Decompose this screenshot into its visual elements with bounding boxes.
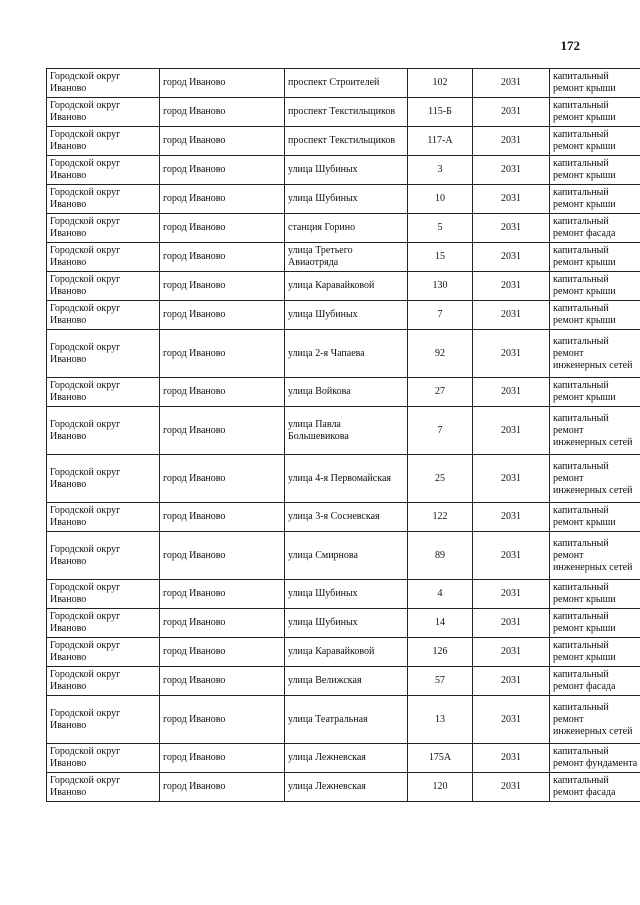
work-type-cell: капитальный ремонт крыши <box>550 243 640 272</box>
street-cell: улица 4-я Первомайская <box>285 455 408 503</box>
year-cell: 2031 <box>473 378 550 407</box>
house-number-cell: 115-Б <box>408 98 473 127</box>
street-cell: улица Театральная <box>285 696 408 744</box>
house-number-cell: 25 <box>408 455 473 503</box>
year-cell: 2031 <box>473 69 550 98</box>
street-cell: улица Шубиных <box>285 301 408 330</box>
city-cell: город Иваново <box>160 243 285 272</box>
table-row <box>47 378 640 407</box>
work-type-cell: капитальный ремонт крыши <box>550 185 640 214</box>
district-cell: Городской округ Иваново <box>47 127 160 156</box>
work-type-cell: капитальный ремонт фасада <box>550 214 640 243</box>
city-cell: город Иваново <box>160 330 285 378</box>
district-cell: Городской округ Иваново <box>47 638 160 667</box>
table-row <box>47 243 640 272</box>
house-number-cell: 15 <box>408 243 473 272</box>
year-cell: 2031 <box>473 580 550 609</box>
house-number-cell: 27 <box>408 378 473 407</box>
city-cell: город Иваново <box>160 609 285 638</box>
district-cell: Городской округ Иваново <box>47 301 160 330</box>
district-cell: Городской округ Иваново <box>47 503 160 532</box>
street-cell: улица 2-я Чапаева <box>285 330 408 378</box>
work-type-cell: капитальный ремонт крыши <box>550 69 640 98</box>
table-row <box>47 69 640 98</box>
district-cell: Городской округ Иваново <box>47 609 160 638</box>
table-row <box>47 455 640 503</box>
work-type-cell: капитальный ремонт инженерных сетей <box>550 330 640 378</box>
table-row <box>47 773 640 802</box>
table-row <box>47 185 640 214</box>
table-row <box>47 330 640 378</box>
year-cell: 2031 <box>473 243 550 272</box>
street-cell: улица Шубиных <box>285 609 408 638</box>
work-type-cell: капитальный ремонт инженерных сетей <box>550 532 640 580</box>
work-type-cell: капитальный ремонт крыши <box>550 156 640 185</box>
district-cell: Городской округ Иваново <box>47 330 160 378</box>
city-cell: город Иваново <box>160 301 285 330</box>
district-cell: Городской округ Иваново <box>47 272 160 301</box>
table-row <box>47 98 640 127</box>
district-cell: Городской округ Иваново <box>47 98 160 127</box>
year-cell: 2031 <box>473 744 550 773</box>
work-type-cell: капитальный ремонт инженерных сетей <box>550 455 640 503</box>
work-type-cell: капитальный ремонт крыши <box>550 301 640 330</box>
house-number-cell: 92 <box>408 330 473 378</box>
street-cell: улица Третьего Авиаотряда <box>285 243 408 272</box>
house-number-cell: 130 <box>408 272 473 301</box>
work-type-cell: капитальный ремонт инженерных сетей <box>550 407 640 455</box>
city-cell: город Иваново <box>160 638 285 667</box>
table-row <box>47 407 640 455</box>
city-cell: город Иваново <box>160 69 285 98</box>
district-cell: Городской округ Иваново <box>47 532 160 580</box>
house-number-cell: 117-А <box>408 127 473 156</box>
city-cell: город Иваново <box>160 407 285 455</box>
city-cell: город Иваново <box>160 744 285 773</box>
year-cell: 2031 <box>473 185 550 214</box>
city-cell: город Иваново <box>160 214 285 243</box>
street-cell: улица Шубиных <box>285 580 408 609</box>
repair-schedule-table <box>46 68 640 802</box>
house-number-cell: 102 <box>408 69 473 98</box>
district-cell: Городской округ Иваново <box>47 69 160 98</box>
house-number-cell: 13 <box>408 696 473 744</box>
work-type-cell: капитальный ремонт крыши <box>550 98 640 127</box>
house-number-cell: 7 <box>408 407 473 455</box>
city-cell: город Иваново <box>160 667 285 696</box>
house-number-cell: 10 <box>408 185 473 214</box>
year-cell: 2031 <box>473 301 550 330</box>
house-number-cell: 5 <box>408 214 473 243</box>
district-cell: Городской округ Иваново <box>47 744 160 773</box>
city-cell: город Иваново <box>160 532 285 580</box>
table-row <box>47 301 640 330</box>
house-number-cell: 122 <box>408 503 473 532</box>
city-cell: город Иваново <box>160 455 285 503</box>
city-cell: город Иваново <box>160 127 285 156</box>
street-cell: станция Горино <box>285 214 408 243</box>
year-cell: 2031 <box>473 455 550 503</box>
year-cell: 2031 <box>473 532 550 580</box>
work-type-cell: капитальный ремонт крыши <box>550 378 640 407</box>
district-cell: Городской округ Иваново <box>47 580 160 609</box>
table-row <box>47 532 640 580</box>
street-cell: улица Шубиных <box>285 156 408 185</box>
district-cell: Городской округ Иваново <box>47 667 160 696</box>
street-cell: улица Лежневская <box>285 773 408 802</box>
table-body <box>47 69 640 802</box>
year-cell: 2031 <box>473 407 550 455</box>
house-number-cell: 14 <box>408 609 473 638</box>
work-type-cell: капитальный ремонт инженерных сетей <box>550 696 640 744</box>
city-cell: город Иваново <box>160 98 285 127</box>
table-row <box>47 214 640 243</box>
district-cell: Городской округ Иваново <box>47 214 160 243</box>
house-number-cell: 7 <box>408 301 473 330</box>
street-cell: проспект Текстильщиков <box>285 127 408 156</box>
table-row <box>47 580 640 609</box>
street-cell: улица Каравайковой <box>285 272 408 301</box>
street-cell: улица Лежневская <box>285 744 408 773</box>
street-cell: улица Каравайковой <box>285 638 408 667</box>
year-cell: 2031 <box>473 330 550 378</box>
work-type-cell: капитальный ремонт крыши <box>550 127 640 156</box>
table-row <box>47 696 640 744</box>
district-cell: Городской округ Иваново <box>47 243 160 272</box>
district-cell: Городской округ Иваново <box>47 156 160 185</box>
house-number-cell: 57 <box>408 667 473 696</box>
city-cell: город Иваново <box>160 378 285 407</box>
city-cell: город Иваново <box>160 773 285 802</box>
city-cell: город Иваново <box>160 156 285 185</box>
year-cell: 2031 <box>473 638 550 667</box>
year-cell: 2031 <box>473 272 550 301</box>
city-cell: город Иваново <box>160 272 285 301</box>
page-number: 172 <box>560 38 580 53</box>
house-number-cell: 3 <box>408 156 473 185</box>
table-row <box>47 638 640 667</box>
table-row <box>47 156 640 185</box>
table-row <box>47 503 640 532</box>
district-cell: Городской округ Иваново <box>47 696 160 744</box>
street-cell: улица Велижская <box>285 667 408 696</box>
district-cell: Городской округ Иваново <box>47 185 160 214</box>
street-cell: улица Войкова <box>285 378 408 407</box>
table-row <box>47 609 640 638</box>
district-cell: Городской округ Иваново <box>47 378 160 407</box>
street-cell: проспект Текстильщиков <box>285 98 408 127</box>
city-cell: город Иваново <box>160 580 285 609</box>
street-cell: улица 3-я Сосневская <box>285 503 408 532</box>
table-row <box>47 272 640 301</box>
city-cell: город Иваново <box>160 503 285 532</box>
house-number-cell: 4 <box>408 580 473 609</box>
table-row <box>47 127 640 156</box>
district-cell: Городской округ Иваново <box>47 773 160 802</box>
house-number-cell: 126 <box>408 638 473 667</box>
street-cell: улица Смирнова <box>285 532 408 580</box>
year-cell: 2031 <box>473 667 550 696</box>
work-type-cell: капитальный ремонт крыши <box>550 272 640 301</box>
city-cell: город Иваново <box>160 185 285 214</box>
city-cell: город Иваново <box>160 696 285 744</box>
work-type-cell: капитальный ремонт фундамента <box>550 744 640 773</box>
year-cell: 2031 <box>473 156 550 185</box>
year-cell: 2031 <box>473 214 550 243</box>
year-cell: 2031 <box>473 609 550 638</box>
year-cell: 2031 <box>473 696 550 744</box>
work-type-cell: капитальный ремонт фасада <box>550 667 640 696</box>
work-type-cell: капитальный ремонт крыши <box>550 580 640 609</box>
work-type-cell: капитальный ремонт крыши <box>550 503 640 532</box>
house-number-cell: 175А <box>408 744 473 773</box>
year-cell: 2031 <box>473 127 550 156</box>
table-row <box>47 667 640 696</box>
work-type-cell: капитальный ремонт крыши <box>550 638 640 667</box>
year-cell: 2031 <box>473 503 550 532</box>
district-cell: Городской округ Иваново <box>47 455 160 503</box>
year-cell: 2031 <box>473 98 550 127</box>
house-number-cell: 120 <box>408 773 473 802</box>
street-cell: проспект Строителей <box>285 69 408 98</box>
street-cell: улица Шубиных <box>285 185 408 214</box>
house-number-cell: 89 <box>408 532 473 580</box>
street-cell: улица Павла Большевикова <box>285 407 408 455</box>
work-type-cell: капитальный ремонт фасада <box>550 773 640 802</box>
work-type-cell: капитальный ремонт крыши <box>550 609 640 638</box>
table-row <box>47 744 640 773</box>
district-cell: Городской округ Иваново <box>47 407 160 455</box>
year-cell: 2031 <box>473 773 550 802</box>
